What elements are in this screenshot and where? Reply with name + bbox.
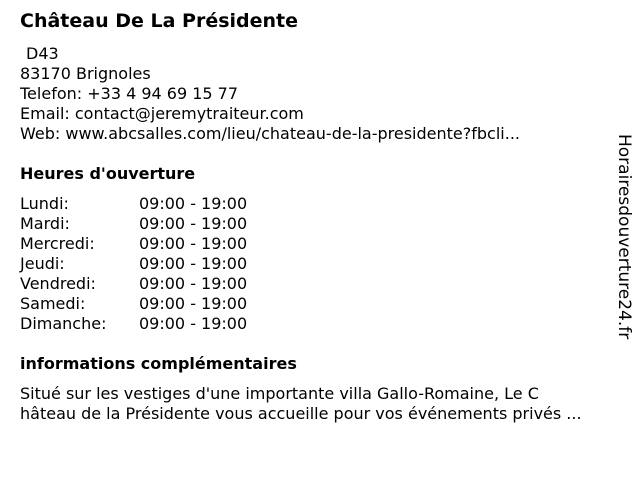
contact-block [20,44,520,144]
street-line: D43 [26,44,59,63]
city-line: 83170 Brignoles [20,64,151,83]
time-range: 09:00 - 19:00 [139,294,248,313]
additional-info-heading: informations complémentaires [20,354,297,373]
watermark-text: Horairesdouverture24.fr [614,134,634,340]
venue-title: Château De La Présidente [20,10,299,32]
opening-hours-table [20,194,280,334]
hours-row-friday [20,274,280,294]
day-label: Mercredi: [20,234,95,253]
hours-row-wednesday [20,234,280,254]
time-range: 09:00 - 19:00 [139,234,248,253]
hours-row-monday [20,194,280,214]
time-range: 09:00 - 19:00 [139,314,248,333]
opening-hours-heading: Heures d'ouverture [20,164,196,183]
hours-row-sunday [20,314,280,334]
time-range: 09:00 - 19:00 [139,274,248,293]
hours-row-tuesday [20,214,280,234]
day-label: Samedi: [20,294,86,313]
web-line[interactable]: Web: www.abcsalles.com/lieu/chateau-de-la-presidente?fbcli... [20,124,520,143]
day-label: Jeudi: [20,254,65,273]
hours-row-thursday [20,254,280,274]
info-line: Situé sur les vestiges d'une importante villa Gallo-Romaine, Le C [20,384,539,403]
day-label: Dimanche: [20,314,107,333]
additional-info-text [20,384,582,424]
day-label: Lundi: [20,194,69,213]
day-label: Mardi: [20,214,70,233]
time-range: 09:00 - 19:00 [139,194,248,213]
site-watermark [612,134,636,370]
email-line[interactable]: Email: contact@jeremytraiteur.com [20,104,304,123]
time-range: 09:00 - 19:00 [139,254,248,273]
info-line: hâteau de la Présidente vous accueille pour vos événements privés ... [20,404,582,423]
phone-line[interactable]: Telefon: +33 4 94 69 15 77 [20,84,239,103]
hours-row-saturday [20,294,280,314]
time-range: 09:00 - 19:00 [139,214,248,233]
day-label: Vendredi: [20,274,96,293]
